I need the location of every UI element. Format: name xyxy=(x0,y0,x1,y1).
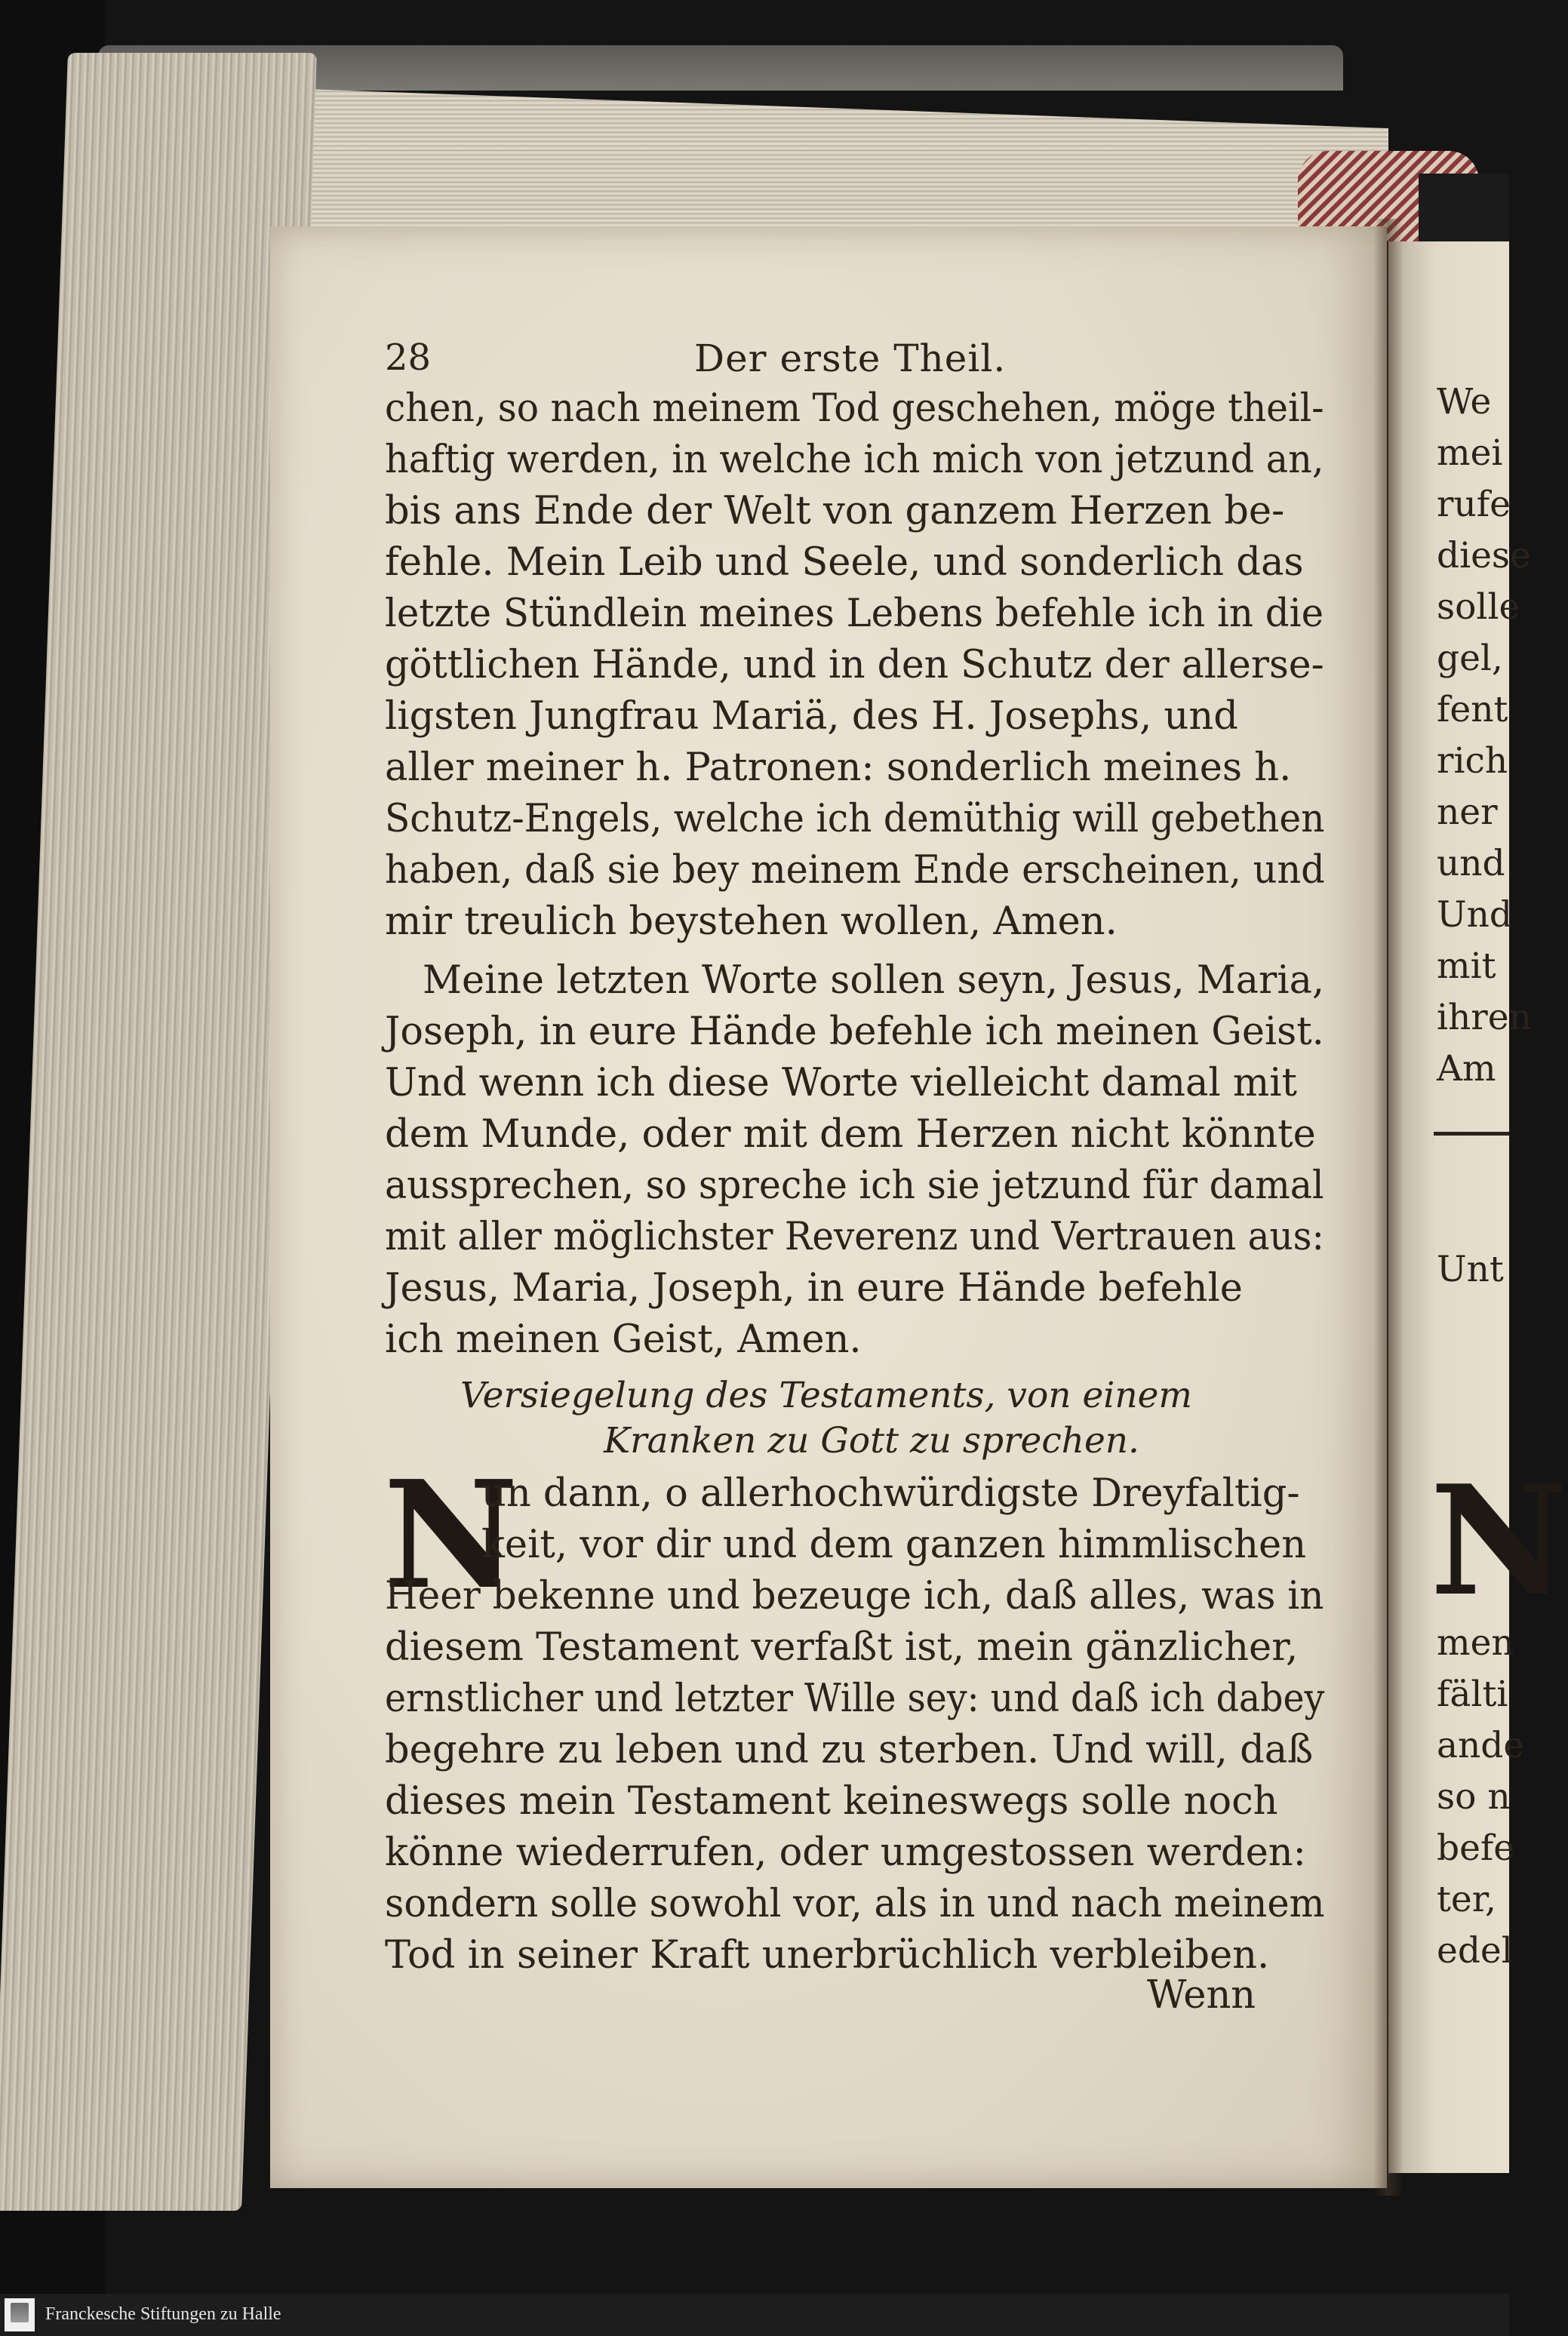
text-line: göttlichen Hände, und in den Schutz der allerse- xyxy=(385,643,1324,687)
text-line: chen, so nach meinem Tod geschehen, möge theil- xyxy=(385,386,1324,431)
facing-line: ande xyxy=(1437,1725,1525,1766)
text-line: letzte Stündlein meines Lebens befehle ich in die xyxy=(385,592,1324,636)
text-line: könne wiederrufen, oder umgestossen werden: xyxy=(385,1830,1306,1875)
text-line: Heer bekenne und bezeuge ich, daß alles, was in xyxy=(385,1574,1324,1618)
text-line: begehre zu leben und zu sterben. Und will, daß xyxy=(385,1728,1314,1772)
logo-icon xyxy=(11,2303,29,2322)
text-line: dieses mein Testament keineswegs solle noch xyxy=(385,1779,1278,1824)
book-gutter xyxy=(1373,219,1404,2196)
text-line: un dann, o allerhochwürdigste Dreyfaltig- xyxy=(481,1471,1300,1516)
text-line: keit, vor dir und dem ganzen himmlischen xyxy=(481,1523,1307,1567)
text-line: ernstlicher und letzter Wille sey: und daß ich dabey xyxy=(385,1677,1325,1721)
facing-line: mei xyxy=(1437,432,1503,474)
facing-line: ner xyxy=(1437,791,1498,833)
text-line: haftig werden, in welche ich mich von jetzund an, xyxy=(385,438,1324,482)
facing-line: diese xyxy=(1437,535,1531,576)
page-number: 28 xyxy=(385,337,432,379)
footer-credit: Franckesche Stiftungen zu Halle xyxy=(45,2304,281,2324)
text-line: haben, daß sie bey meinem Ende erscheinen, und xyxy=(385,848,1325,893)
text-line: fehle. Mein Leib und Seele, und sonderlich das xyxy=(385,540,1304,585)
facing-line: und xyxy=(1437,843,1505,884)
facing-line: ter, xyxy=(1437,1879,1496,1920)
drop-cap: N xyxy=(383,1449,519,1622)
facing-line: mit xyxy=(1437,945,1496,987)
heading-line: Kranken zu Gott zu sprechen. xyxy=(604,1420,1139,1462)
text-line: Meine letzten Worte sollen seyn, Jesus, Maria, xyxy=(423,958,1325,1003)
text-line: Tod in seiner Kraft unerbrüchlich verbleiben. xyxy=(385,1933,1270,1978)
heading-line: Versiegelung des Testaments, von einem xyxy=(460,1375,1192,1416)
page-header xyxy=(385,337,1290,389)
facing-line: men xyxy=(1437,1622,1514,1664)
facing-divider xyxy=(1434,1132,1509,1136)
facing-drop-cap: N xyxy=(1430,1452,1568,1630)
text-line: aller meiner h. Patronen: sonderlich meines h. xyxy=(385,745,1292,790)
facing-line: We xyxy=(1437,381,1492,423)
text-line: dem Munde, oder mit dem Herzen nicht könnte xyxy=(385,1112,1316,1157)
facing-heading: Unt xyxy=(1437,1249,1504,1290)
text-line: Jesus, Maria, Joseph, in eure Hände befehle xyxy=(385,1266,1243,1311)
facing-line: fälti xyxy=(1437,1674,1508,1715)
text-line: ich meinen Geist, Amen. xyxy=(385,1317,862,1362)
text-line: Joseph, in eure Hände befehle ich meinen Geist. xyxy=(385,1010,1324,1054)
facing-line: Am xyxy=(1437,1048,1496,1090)
facing-line: gel, xyxy=(1437,638,1503,679)
text-line: aussprechen, so spreche ich sie jetzund für damal xyxy=(385,1163,1324,1208)
text-line: mir treulich beystehen wollen, Amen. xyxy=(385,899,1118,944)
facing-line: solle xyxy=(1437,586,1520,628)
text-line: bis ans Ende der Welt von ganzem Herzen be- xyxy=(385,489,1285,533)
running-head: Der erste Theil. xyxy=(694,337,1007,380)
facing-line: edel xyxy=(1437,1930,1513,1972)
facing-line: so n xyxy=(1437,1776,1511,1818)
facing-line: rufe xyxy=(1437,484,1511,525)
text-line: Und wenn ich diese Worte vielleicht damal mit xyxy=(385,1061,1298,1105)
facing-line: befe xyxy=(1437,1827,1515,1869)
facing-line: fent xyxy=(1437,689,1508,730)
text-line: Schutz-Engels, welche ich demüthig will gebethen xyxy=(385,797,1325,841)
text-line: ligsten Jungfrau Mariä, des H. Josephs, und xyxy=(385,694,1238,739)
text-line: mit aller möglichster Reverenz und Vertrauen aus: xyxy=(385,1215,1324,1259)
catch-word: Wenn xyxy=(1147,1973,1256,2018)
text-line: sondern solle sowohl vor, als in und nach meinem xyxy=(385,1882,1325,1926)
facing-line: Und xyxy=(1437,894,1512,936)
facing-line: rich xyxy=(1437,740,1508,782)
facing-line: ihren xyxy=(1437,997,1532,1038)
text-line: diesem Testament verfaßt ist, mein gänzlicher, xyxy=(385,1625,1299,1670)
